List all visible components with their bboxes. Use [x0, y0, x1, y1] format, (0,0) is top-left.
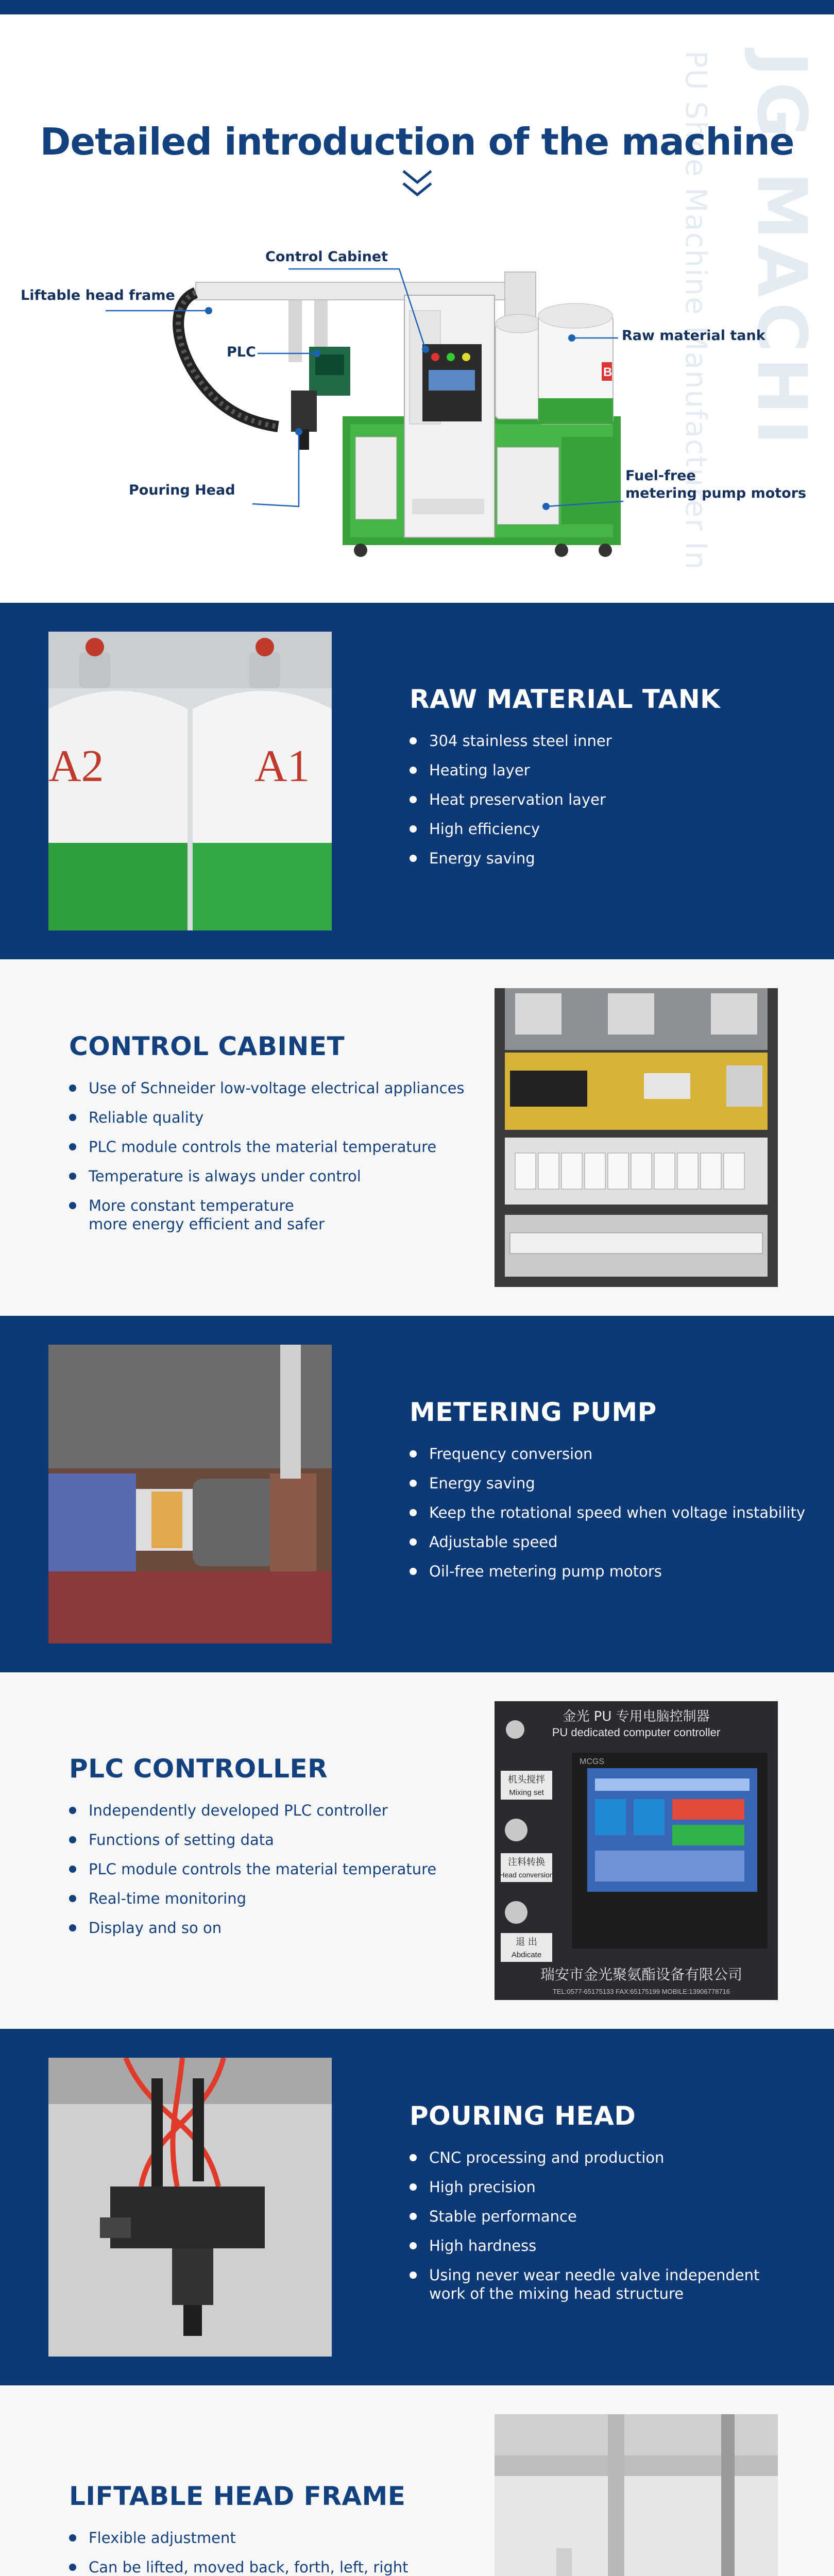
- list-item-line: work of the mixing head structure: [429, 2284, 684, 2302]
- list-item: [69, 1196, 481, 1233]
- list-item-line: More constant temperature: [89, 1196, 294, 1214]
- list-item: CNC processing and production: [410, 2148, 816, 2167]
- list-item: High hardness: [410, 2236, 816, 2255]
- section-liftable-head-frame: [0, 2385, 834, 2576]
- btn3-label-en: Abdicate: [511, 1951, 542, 1959]
- tank-label-a1: A1: [254, 741, 310, 791]
- list-item: Temperature is always under control: [69, 1167, 481, 1185]
- photo-pouring-head: [48, 2058, 332, 2357]
- section-control-cabinet: [0, 959, 834, 1316]
- callout-pouring-head: Pouring Head: [129, 482, 235, 498]
- list-item: Independently developed PLC controller: [69, 1801, 481, 1820]
- list-item: PLC module controls the material temperature: [69, 1860, 481, 1878]
- list-item: High efficiency: [410, 820, 816, 838]
- photo-plc-controller: [495, 1701, 778, 2000]
- controller-header-cn: 金光 PU 专用电脑控制器: [563, 1709, 710, 1724]
- list-item: Display and so on: [69, 1919, 481, 1937]
- list-item: Frequency conversion: [410, 1445, 816, 1463]
- callout-control-cabinet: Control Cabinet: [265, 249, 388, 265]
- list-item: Heating layer: [410, 761, 816, 779]
- list-item: Functions of setting data: [69, 1831, 481, 1849]
- feature-list: [410, 2148, 816, 2314]
- list-item: 304 stainless steel inner: [410, 732, 816, 750]
- list-item: [410, 2266, 816, 2303]
- list-item: Stable performance: [410, 2207, 816, 2226]
- callout-liftable-head-frame: Liftable head frame: [21, 287, 175, 303]
- section-title: LIFTABLE HEAD FRAME: [69, 2481, 406, 2511]
- list-item: Adjustable speed: [410, 1533, 816, 1551]
- callout-fuel-free: Fuel-free: [625, 468, 696, 484]
- tank-label-a2: A2: [48, 741, 104, 791]
- feature-list: [410, 732, 816, 878]
- list-item: High precision: [410, 2178, 816, 2196]
- list-item: Heat preservation layer: [410, 790, 816, 809]
- section-raw-material-tank: [0, 603, 834, 959]
- controller-footer-cn: 瑞安市金光聚氨酯设备有限公司: [540, 1966, 743, 1983]
- list-item-line: more energy efficient and safer: [89, 1215, 325, 1233]
- hero-section: [0, 14, 834, 603]
- list-item: Reliable quality: [69, 1108, 481, 1127]
- callout-metering-pump-motors: metering pump motors: [625, 485, 807, 501]
- list-item: Oil-free metering pump motors: [410, 1562, 816, 1581]
- feature-list: [69, 1079, 481, 1244]
- tank-label-b: B: [603, 365, 612, 379]
- list-item: Real-time monitoring: [69, 1889, 481, 1908]
- btn2-label-cn: 注料转换: [508, 1857, 545, 1868]
- photo-control-cabinet: [495, 988, 778, 1287]
- section-plc-controller: [0, 1672, 834, 2029]
- btn1-label-cn: 机头搅拌: [508, 1774, 545, 1785]
- btn2-label-en: Head conversion: [499, 1871, 554, 1879]
- controller-brand: MCGS: [580, 1757, 604, 1766]
- feature-list: [69, 2529, 481, 2576]
- section-title: RAW MATERIAL TANK: [410, 684, 721, 714]
- list-item: Energy saving: [410, 1474, 816, 1493]
- btn3-label-cn: 退 出: [516, 1937, 537, 1947]
- list-item: Use of Schneider low-voltage electrical appliances: [69, 1079, 481, 1097]
- list-item: Energy saving: [410, 849, 816, 868]
- controller-footer-contact: TEL:0577-65175133 FAX:65175199 MOBILE:13906778716: [552, 1988, 730, 1995]
- list-item: Flexible adjustment: [69, 2529, 481, 2547]
- photo-raw-material-tank: [48, 632, 332, 930]
- section-metering-pump: [0, 1316, 834, 1672]
- section-pouring-head: [0, 2029, 834, 2385]
- list-item-line: Using never wear needle valve independent: [429, 2266, 760, 2284]
- list-item: PLC module controls the material temperature: [69, 1138, 481, 1156]
- controller-header-en: PU dedicated computer controller: [552, 1726, 721, 1739]
- photo-metering-pump: [48, 1345, 332, 1643]
- section-title: PLC CONTROLLER: [69, 1753, 328, 1784]
- list-item: Can be lifted, moved back, forth, left, right: [69, 2558, 481, 2576]
- page-title: Detailed introduction of the machine: [40, 120, 794, 163]
- watermark-brand: JG MACHI: [742, 52, 821, 450]
- feature-list: [69, 1801, 481, 1948]
- section-title: METERING PUMP: [410, 1397, 657, 1427]
- photo-liftable-head-frame: [495, 2414, 778, 2576]
- btn1-label-en: Mixing set: [509, 1788, 544, 1797]
- machine-illustration: [0, 14, 834, 603]
- callout-plc: PLC: [227, 344, 256, 360]
- list-item: Keep the rotational speed when voltage instability: [410, 1503, 816, 1522]
- feature-list: [410, 1445, 816, 1591]
- section-title: CONTROL CABINET: [69, 1031, 345, 1061]
- watermark-subtitle: PU Shoe Machine Manufacturer In: [679, 50, 712, 571]
- top-bar: [0, 0, 834, 14]
- callout-raw-material-tank: Raw material tank: [622, 328, 765, 344]
- section-title: POURING HEAD: [410, 2100, 636, 2131]
